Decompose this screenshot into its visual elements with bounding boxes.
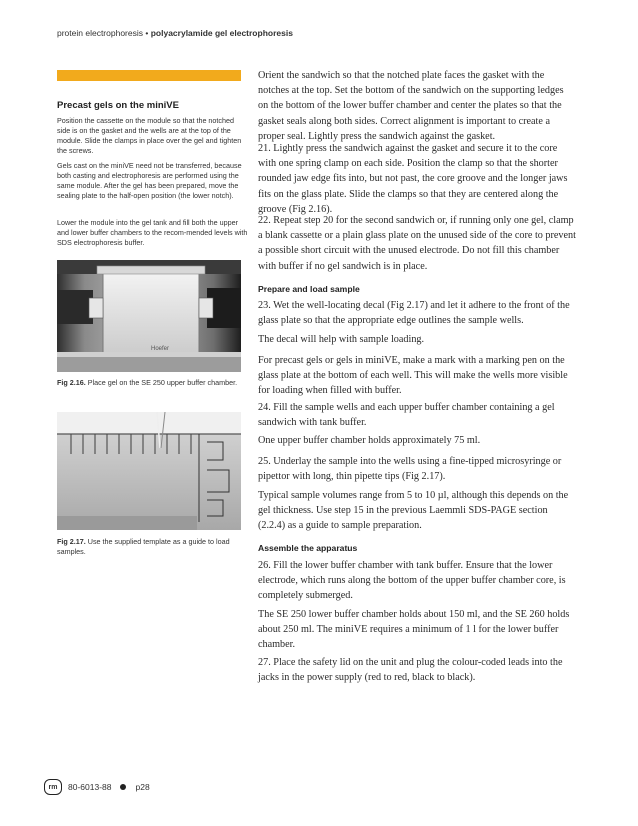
step-23: 23. Wet the well-locating decal (Fig 2.17) and let it adhere to the front of the glass plate so that the appropriate edge outlines the sample wells. xyxy=(258,300,570,327)
bullet-icon xyxy=(120,784,126,790)
heading-prepare-load-sample: Prepare and load sample xyxy=(258,284,360,294)
step-22: 22. Repeat step 20 for the second sandwich or, if running only one gel, clamp a blank cassette or a plain glass plate on the unused side of the core to prevent a possible short circuit with the unused electrode. Do not fill this chamber with buffer if no gel sandwich is in place. xyxy=(258,215,576,272)
step-24-note: One upper buffer chamber holds approximately 75 ml. xyxy=(258,435,481,446)
header-section: protein electrophoresis xyxy=(57,28,143,38)
figure-2-16-caption xyxy=(57,378,241,388)
step-26-note: The SE 250 lower buffer chamber holds about 150 ml, and the SE 260 holds about 250 ml. The miniVE requires a minimum of 1 l for the lower buffer chamber. xyxy=(258,609,570,651)
figure-2-17-photo xyxy=(57,412,241,530)
header-subsection: polyacrylamide gel electrophoresis xyxy=(150,28,293,38)
step-27: 27. Place the safety lid on the unit and plug the colour-coded leads into the jacks in the power supply (red to red, black to black). xyxy=(258,657,563,684)
step-23-precast-note: For precast gels or gels in miniVE, make a mark with a marking pen on the glass plate at the bottom of each well. This will make the wells more visible for loading when filled with buffer. xyxy=(258,355,568,397)
figure-2-16-text: Place gel on the SE 250 upper buffer chamber. xyxy=(87,378,238,387)
step-26: 26. Fill the lower buffer chamber with tank buffer. Ensure that the lower electrode, which runs along the bottom of the upper buffer chamber core, is completely submerged. xyxy=(258,560,566,602)
figure-2-17-number: Fig 2.17. xyxy=(57,537,86,546)
step-23-note: The decal will help with sample loading. xyxy=(258,334,425,345)
hoefer-brand-mark: Hoefer xyxy=(151,346,170,352)
sidebar-paragraph-3: Lower the module into the gel tank and fill both the upper and lower buffer chambers to the recom-mended levels with SDS electrophoresis buffer. xyxy=(57,218,248,248)
page-footer xyxy=(44,779,150,795)
paragraph-orient-sandwich: Orient the sandwich so that the notched plate faces the gasket with the notches at the top. Set the bottom of the sandwich on the supporting ledges on the bottom of the lower buffer chamber and center the plates so that the gasket seals along both sides. Correct alignment is important to create a proper seal. Lightly press the sandwich against the gasket. xyxy=(258,70,564,142)
orange-accent-bar xyxy=(57,70,241,81)
step-25-note: Typical sample volumes range from 5 to 10 µl, although this depends on the gel thickness. Use step 15 in the previous Laemmli SDS-PAGE section (2.2.4) as a guide to sample preparation. xyxy=(258,490,569,532)
sidebar-paragraph-1: Position the cassette on the module so that the notched side is on the gasket and the wells are at the top of the module. Slide the clamps in place over the gel and tighten the screws. xyxy=(57,116,242,156)
heading-assemble-apparatus: Assemble the apparatus xyxy=(258,543,358,553)
running-header xyxy=(57,28,293,38)
sidebar-paragraph-2: Gels cast on the miniVE need not be transferred, because both casting and electrophoresis are performed using the same module. After the gel has been prepared, move the sealing plate to the half-open position (the lower notch). xyxy=(57,161,242,201)
footer-page: p28 xyxy=(135,782,150,792)
step-24: 24. Fill the sample wells and each upper buffer chamber containing a gel sandwich with tank buffer. xyxy=(258,402,555,429)
rm-logo-icon: rm xyxy=(44,779,62,795)
footer-code: 80-6013-88 xyxy=(68,782,112,792)
step-21: 21. Lightly press the sandwich against the gasket and secure it to the core with one spring clamp on each side. Position the clamp so that the shorter rounded jaw edge fits into, but not past, the core groove and the longer jaws fits on the glass plate. Slide the clamps so that they are centered along the groove (Fig 2.16). xyxy=(258,143,568,215)
header-separator: • xyxy=(145,28,149,38)
figure-2-16-number: Fig 2.16. xyxy=(57,378,86,387)
sidebar-title: Precast gels on the miniVE xyxy=(57,100,179,111)
figure-2-16-photo xyxy=(57,260,241,372)
figure-2-17-caption xyxy=(57,537,241,557)
step-25: 25. Underlay the sample into the wells using a fine-tipped microsyringe or pipettor with long, thin pipette tips (Fig 2.17). xyxy=(258,456,562,483)
figure-2-17-text: Use the supplied template as a guide to load samples. xyxy=(57,537,230,556)
